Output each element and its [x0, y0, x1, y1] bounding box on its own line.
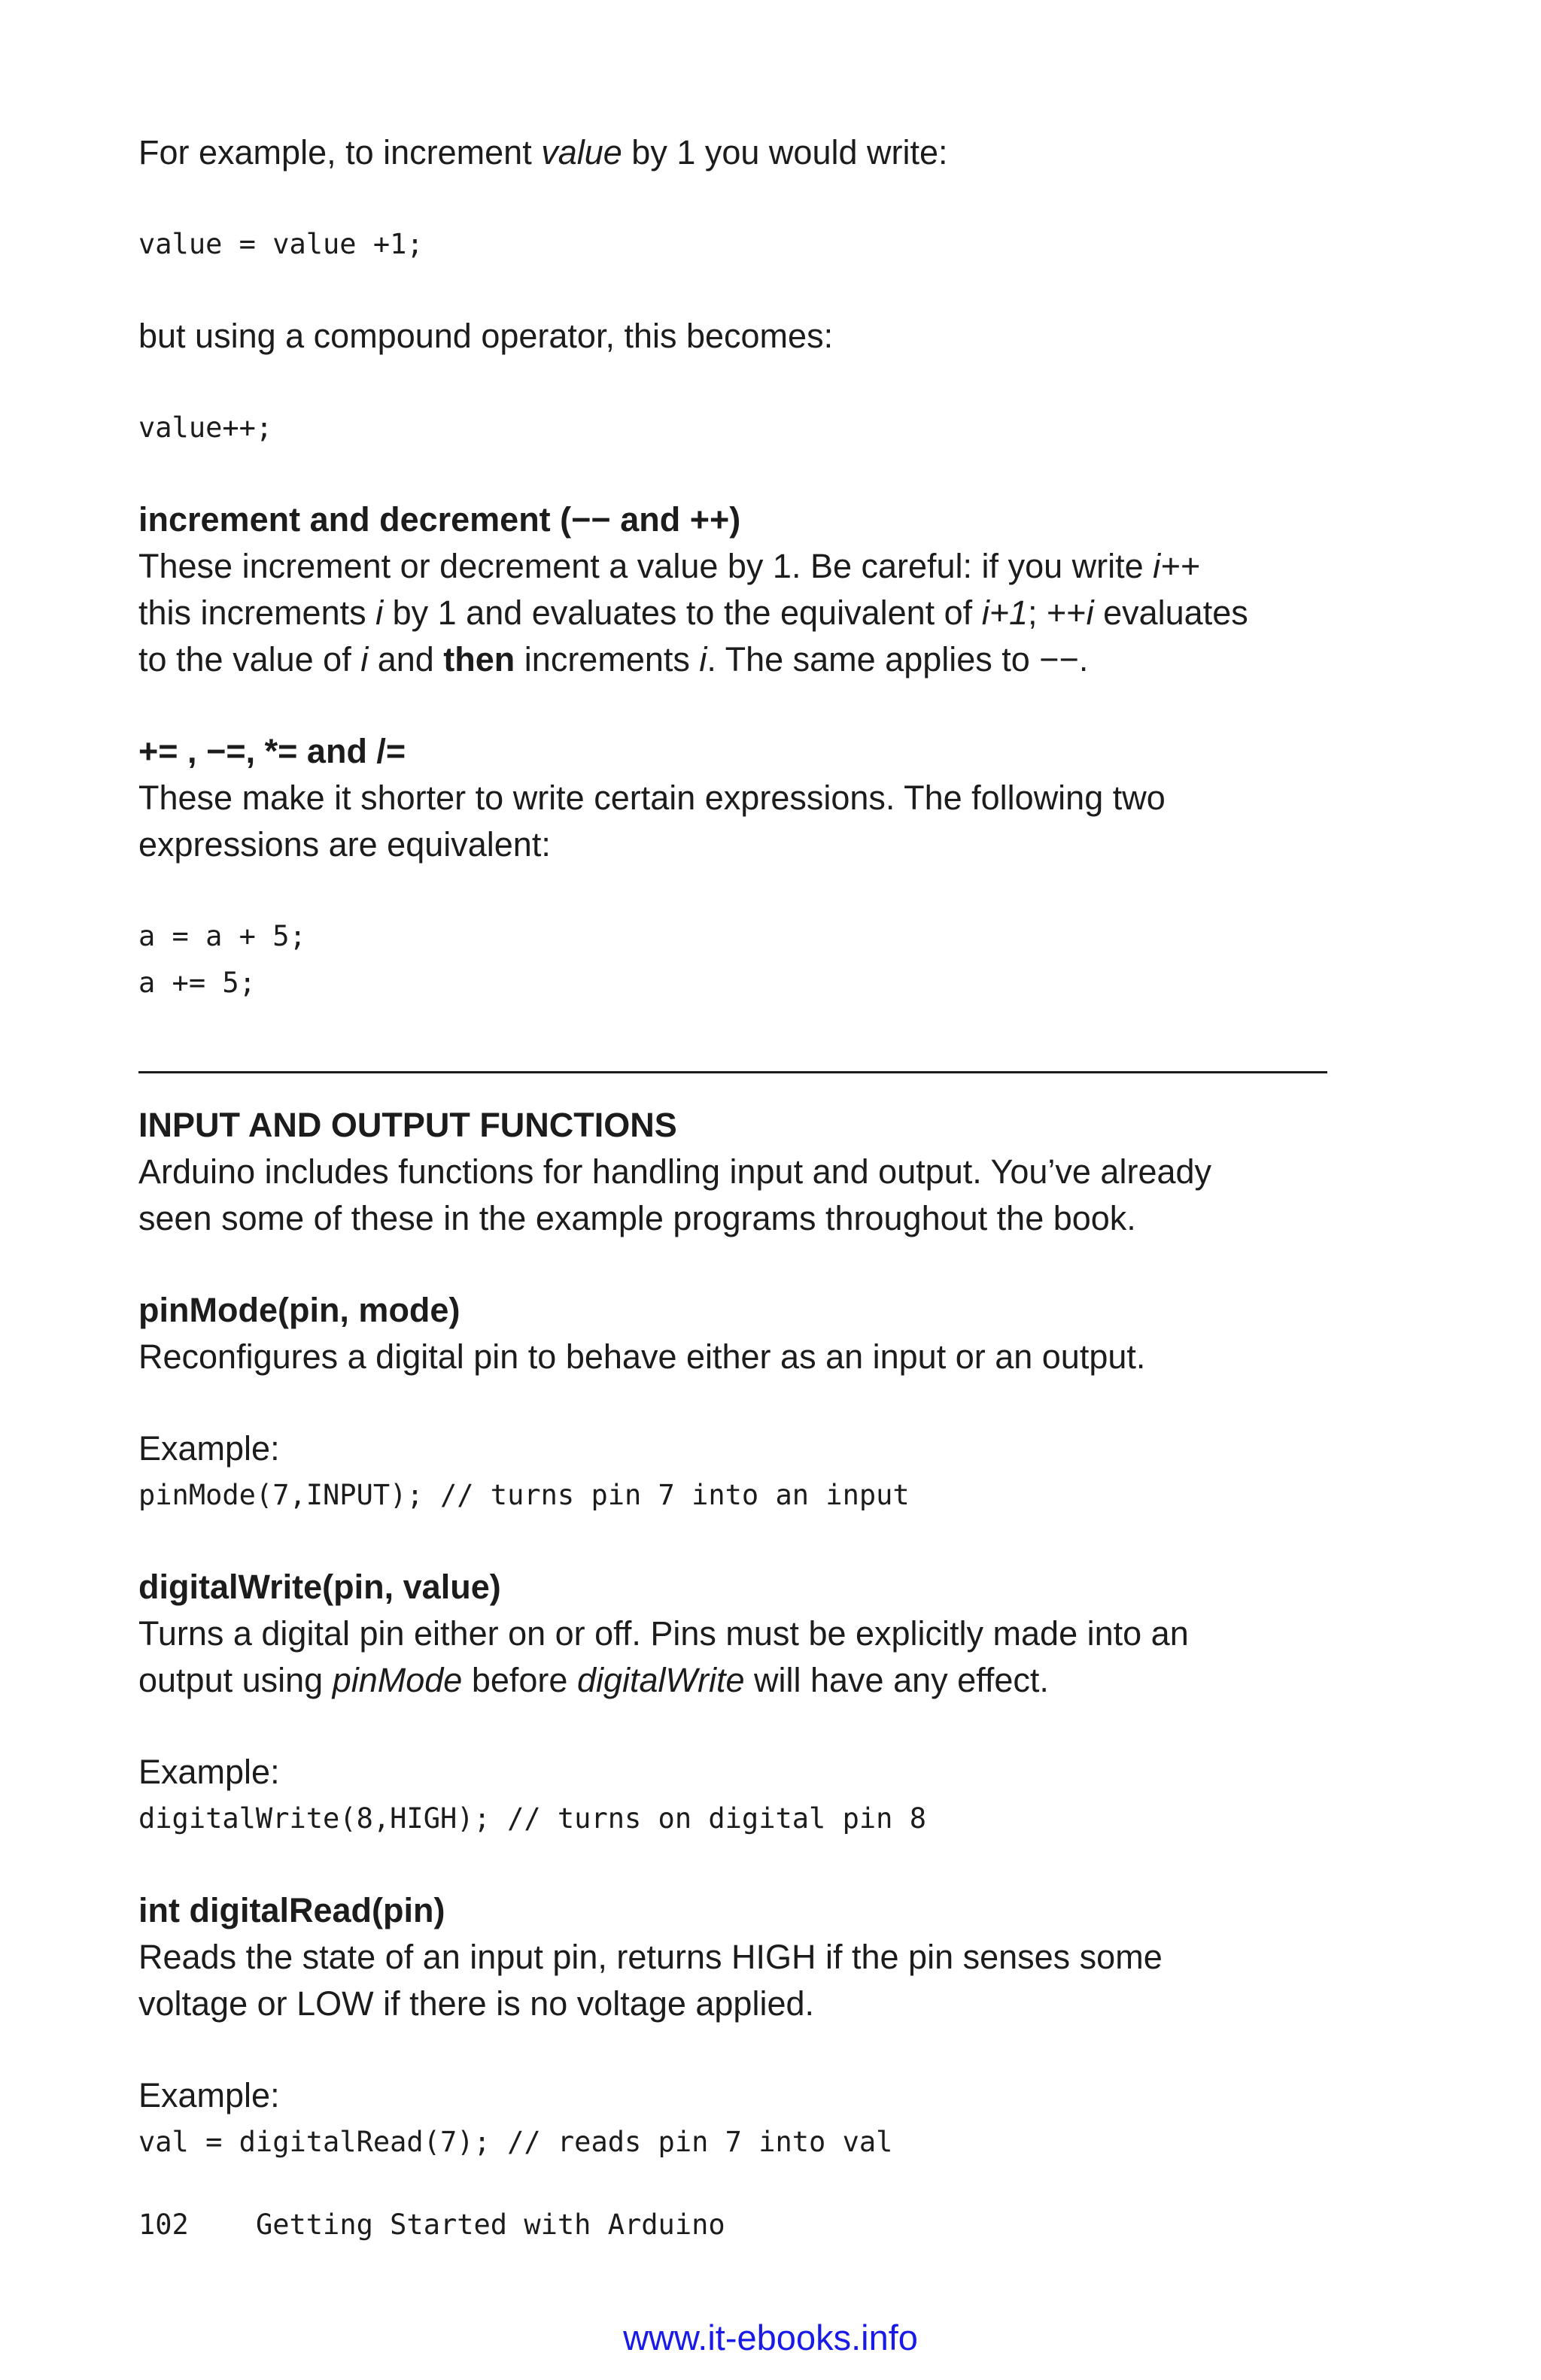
- pinmode-heading: pinMode(pin, mode): [138, 1291, 460, 1329]
- digitalread-example-label: Example:: [138, 2076, 280, 2114]
- page-footer: [138, 2208, 725, 2241]
- io-heading: INPUT AND OUTPUT FUNCTIONS: [138, 1106, 677, 1144]
- pinmode-paragraph: Reconfigures a digital pin to behave either as an input or an output.: [138, 1337, 1146, 1376]
- incdec-heading: increment and decrement (−− and ++): [138, 500, 741, 539]
- digitalwrite-heading: digitalWrite(pin, value): [138, 1568, 501, 1606]
- digitalwrite-code: digitalWrite(8,HIGH); // turns on digital pin 8: [138, 1802, 926, 1835]
- digitalread-paragraph: Reads the state of an input pin, returns HIGH if the pin senses some voltage or LOW if there is no voltage applied.: [138, 1938, 1163, 2023]
- page-content: [138, 129, 1327, 2166]
- incdec-paragraph: These increment or decrement a value by 1. Be careful: if you write i++ this increments i by 1 and evaluates to the equivalent of i+1; ++i evaluates to the value of i and then increments i. The same applies to −−.: [138, 547, 1248, 678]
- assign-heading: += , −=, *= and /=: [138, 732, 406, 770]
- code-assign-long: a = a + 5;: [138, 920, 306, 952]
- watermark-link[interactable]: www.it-ebooks.info: [623, 2318, 918, 2357]
- assign-paragraph: These make it shorter to write certain expressions. The following two expressions are equivalent:: [138, 779, 1166, 864]
- code-increment-long: value = value +1;: [138, 228, 424, 260]
- code-assign-short: a += 5;: [138, 967, 256, 999]
- book-title: Getting Started with Arduino: [255, 2208, 725, 2241]
- intro-paragraph: For example, to increment value by 1 you would write:: [138, 133, 948, 172]
- compound-paragraph: but using a compound operator, this becomes:: [138, 317, 834, 355]
- digitalread-code: val = digitalRead(7); // reads pin 7 into val: [138, 2126, 893, 2158]
- pinmode-code: pinMode(7,INPUT); // turns pin 7 into an input: [138, 1479, 910, 1511]
- digitalwrite-example-label: Example:: [138, 1753, 280, 1791]
- page-number: 102: [138, 2208, 189, 2241]
- pinmode-example-label: Example:: [138, 1429, 280, 1468]
- io-paragraph: Arduino includes functions for handling input and output. You’ve already seen some of these in the example programs throughout the book.: [138, 1152, 1212, 1237]
- digitalwrite-paragraph: Turns a digital pin either on or off. Pins must be explicitly made into an output using pinMode before digitalWrite will have any effect.: [138, 1614, 1189, 1699]
- code-increment-short: value++;: [138, 411, 273, 444]
- digitalread-heading: int digitalRead(pin): [138, 1891, 445, 1929]
